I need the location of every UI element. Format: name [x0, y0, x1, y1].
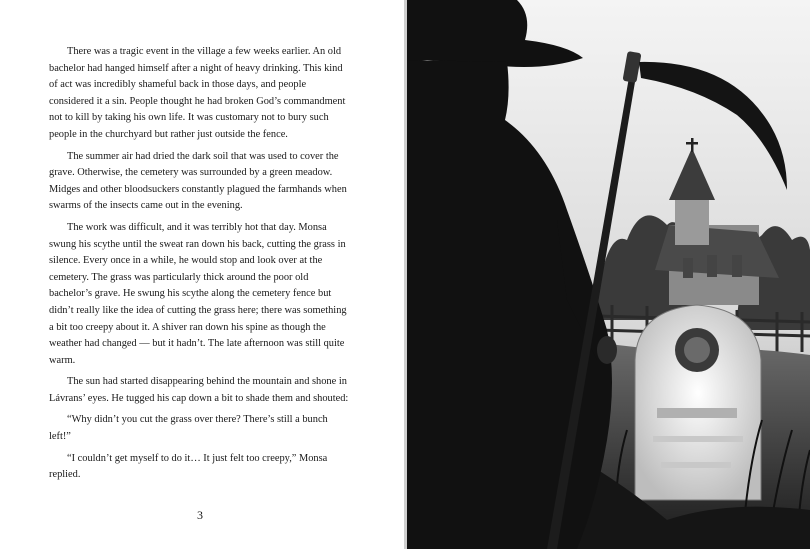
- paragraph: The summer air had dried the dark soil that was used to cover the grave. Otherwise, the cemetery was surrounded by a green meadow. Midges and other bloodsuckers constantly plagued the farmhands when swarms of the insects came out in the evening.: [49, 150, 347, 212]
- paragraph: The sun had started disappearing behind the mountain and shone in Lávrans’ eyes. He tugged his cap down a bit to shade them and shouted:: [49, 376, 349, 404]
- gravestone: [635, 305, 761, 500]
- paragraph: There was a tragic event in the village a few weeks earlier. An old bachelor had hanged himself after a night of heavy drinking. This kind of act was incredibly shameful back in those days, and people considered it a sin. People thought he had broken God’s commandment not to kill by taking his own life. It was customary not to bury such people in the churchyard but rather just outside the fence.: [49, 46, 346, 140]
- story-text: [49, 44, 349, 489]
- paragraph: “I couldn’t get myself to do it… It just felt too creepy,” Monsa replied.: [49, 452, 328, 481]
- left-page: [0, 0, 404, 549]
- right-page-illustration: [407, 0, 810, 549]
- paragraph: The work was difficult, and it was terribly hot that day. Monsa swung his scythe until the sweat ran down his back, cutting the grass in silence. Every once in a while, he would stop and look over at the cemetery. The grass was particularly thick around the poor old bachelor’s grave. He swung his scythe along the cemetery fence but didn’t really like the idea of cutting the grass here; there was something a bit too creepy about it. A shiver ran down his spine as though the weather had changed — but it hadn’t. The late afternoon was still quite warm.: [49, 221, 347, 366]
- illustration-reaper-graveyard: [407, 0, 810, 549]
- hand: [597, 336, 617, 364]
- paragraph: “Why didn’t you cut the grass over there? There’s still a bunch left!”: [49, 414, 328, 443]
- page-number: 3: [197, 508, 203, 522]
